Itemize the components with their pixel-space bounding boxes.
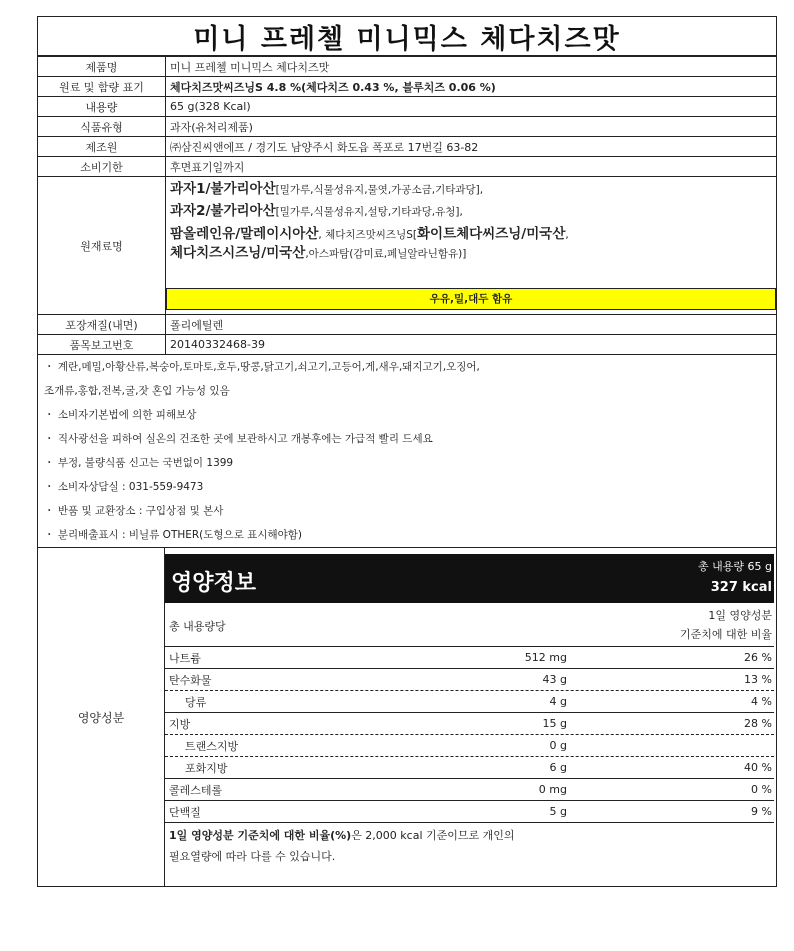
ingredients-label: 원재료명 (38, 177, 166, 315)
ingredient-bold-1: 과자1/불가리아산 (170, 181, 276, 197)
expiry-value: 후면표기일까지 (166, 157, 777, 177)
ingredient-text-2: [밀가루,식물성유지,설탕,기타과당,유청], (275, 206, 463, 218)
maker-value: ㈜삼진씨앤에프 / 경기도 남양주시 화도읍 폭포로 17번길 63-82 (166, 137, 777, 157)
notice-line: ・ 소비자기본법에 의한 피해보상 (44, 409, 197, 421)
product-name-label: 제품명 (38, 57, 166, 77)
notice-list (37, 355, 777, 548)
raw-content-label: 원료 및 함량 표기 (38, 77, 166, 97)
report-number-label: 품목보고번호 (38, 335, 166, 355)
package-label: 포장재질(내면) (38, 315, 166, 335)
ingredient-text-4: , (565, 229, 569, 241)
footnote-text: 은 2,000 kcal 기준이므로 개인의 (351, 829, 515, 842)
nutrient-row (165, 779, 774, 801)
volume-value: 65 g(328 Kcal) (166, 97, 777, 117)
nutrient-value: 6 g (549, 761, 567, 774)
maker-label: 제조원 (38, 137, 166, 157)
notice-line: ・ 소비자상담실 : 031-559-9473 (44, 481, 204, 493)
daily-value-heading-2: 기준치에 대한 비율 (679, 628, 772, 641)
notice-line: ・ 분리배출표시 : 비닐류 OTHER(도형으로 표시해야함) (44, 529, 302, 541)
nutrient-percent: 4 % (751, 695, 772, 708)
allergy-banner: 우유,밀,대두 함유 (166, 288, 776, 310)
food-type-value: 과자(유처리제품) (166, 117, 777, 137)
nutrition-section (37, 548, 777, 887)
nutrient-name: 포화지방 (185, 761, 228, 775)
ingredients-value (166, 177, 777, 315)
nutrition-footnote (165, 823, 774, 869)
notice-line: ・ 부정, 불량식품 신고는 국번없이 1399 (44, 457, 234, 469)
nutrient-row (165, 757, 774, 779)
report-number-value: 20140332468-39 (166, 335, 777, 355)
label-sheet (37, 16, 777, 887)
nutrient-name: 콜레스테롤 (169, 783, 223, 797)
nutrient-row (165, 713, 774, 735)
nutrient-row (165, 647, 774, 669)
product-name-value: 미니 프레첼 미니믹스 체다치즈맛 (166, 57, 777, 77)
nutrient-percent: 26 % (744, 651, 772, 664)
notice-line: 조개류,홍합,전복,굴,잣 혼입 가능성 있음 (44, 385, 230, 397)
nutrition-side-label: 영양성분 (38, 548, 165, 886)
ingredient-text-5: ,아스파탐(감미료,페닐알라닌함유)] (305, 248, 467, 260)
nutrient-percent: 40 % (744, 761, 772, 774)
footnote-bold: 1일 영양성분 기준치에 대한 비율(%) (169, 829, 352, 842)
nutrient-name: 단백질 (169, 805, 201, 819)
nutrient-value: 4 g (549, 695, 567, 708)
per-serving-label: 총 내용량당 (169, 620, 226, 633)
nutrient-percent: 28 % (744, 717, 772, 730)
nutrient-percent: 9 % (751, 805, 772, 818)
daily-value-heading-1: 1일 영양성분 (708, 609, 772, 622)
nutrient-name: 탄수화물 (169, 673, 212, 687)
nutrition-header (165, 554, 774, 603)
nutrient-percent: 0 % (751, 783, 772, 796)
nutrient-name: 나트륨 (169, 651, 201, 665)
info-table (37, 56, 777, 355)
nutrient-value: 43 g (542, 673, 567, 686)
notice-line: ・ 직사광선을 피하여 실온의 건조한 곳에 보관하시고 개봉후에는 가급적 빨리 드세요 (44, 433, 433, 445)
nutrient-value: 15 g (542, 717, 567, 730)
notice-line: ・ 반품 및 교환장소 : 구입상점 및 본사 (44, 505, 224, 517)
footnote-line-2: 필요열량에 따라 다를 수 있습니다. (169, 850, 336, 863)
nutrient-value: 5 g (549, 805, 567, 818)
notice-line: ・ 계란,메밀,아황산류,복숭아,토마토,호두,땅콩,닭고기,쇠고기,고등어,게,새우,돼지고기,오징어, (44, 361, 480, 373)
nutrition-facts (165, 548, 776, 886)
nutrient-percent: 13 % (744, 673, 772, 686)
nutrition-heading: 영양정보 (171, 571, 257, 596)
nutrient-value: 0 g (549, 739, 567, 752)
total-kcal: 327 kcal (710, 580, 772, 595)
nutrient-row (165, 735, 774, 757)
nutrient-name: 지방 (169, 717, 191, 731)
nutrient-name: 트랜스지방 (185, 739, 239, 753)
ingredient-bold-2: 과자2/불가리아산 (170, 203, 276, 219)
package-value: 폴리에틸렌 (166, 315, 777, 335)
nutrient-row (165, 691, 774, 713)
nutrient-value: 512 mg (524, 651, 567, 664)
ingredient-text-1: [밀가루,식물성유지,물엿,가공소금,기타과당], (275, 184, 484, 196)
ingredient-bold-4: 화이트체다씨즈닝/미국산 (416, 226, 566, 242)
product-title: 미니 프레첼 미니믹스 체다치즈맛 (37, 16, 777, 56)
raw-content-value: 체다치즈맛씨즈닝S 4.8 %(체다치즈 0.43 %, 블루치즈 0.06 %) (166, 77, 777, 97)
nutrient-row (165, 801, 774, 823)
ingredient-bold-3: 팜올레인유/말레이시아산 (170, 226, 319, 242)
expiry-label: 소비기한 (38, 157, 166, 177)
per-serving-row (165, 603, 774, 647)
ingredient-bold-5: 체다치즈시즈닝/미국산 (170, 245, 306, 261)
ingredient-text-3: , 체다치즈맛씨즈닝S[ (318, 229, 417, 241)
food-type-label: 식품유형 (38, 117, 166, 137)
nutrient-name: 당류 (185, 695, 207, 709)
volume-label: 내용량 (38, 97, 166, 117)
total-amount: 총 내용량 65 g (698, 560, 772, 573)
nutrient-value: 0 mg (538, 783, 567, 796)
nutrient-row (165, 669, 774, 691)
